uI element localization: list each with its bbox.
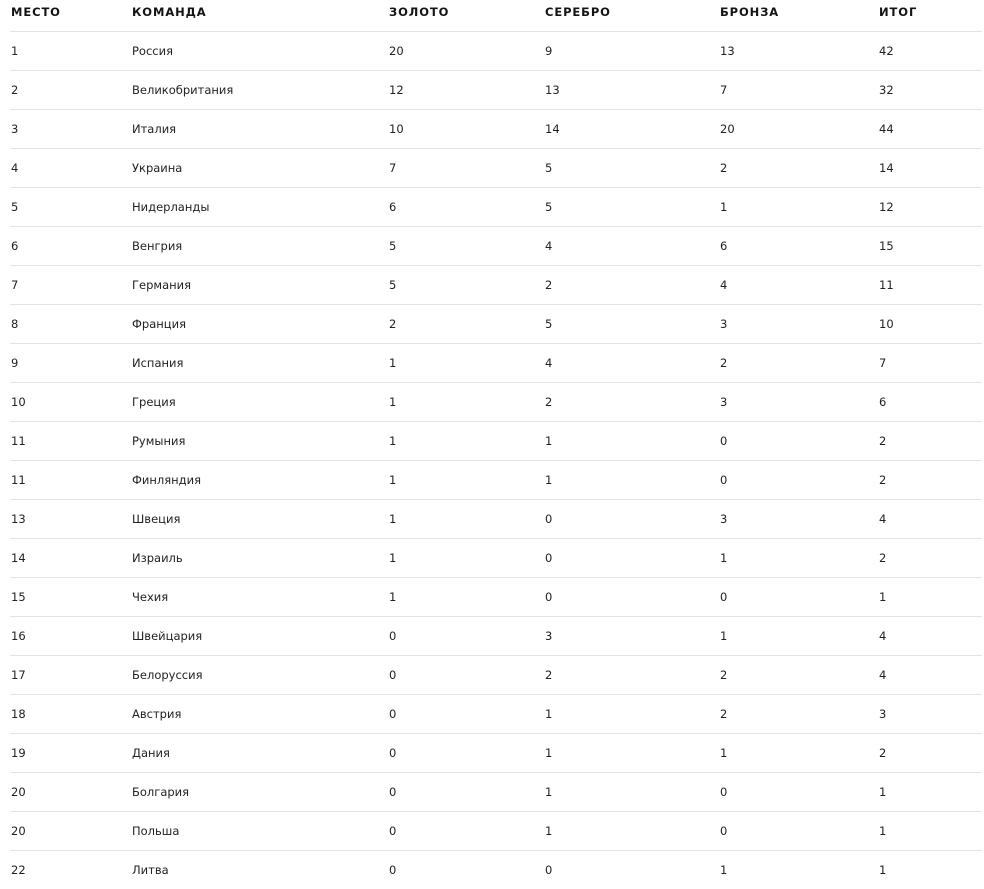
cell-silver: 4 <box>544 226 719 265</box>
cell-place: 1 <box>10 31 131 70</box>
cell-gold: 0 <box>389 862 397 877</box>
cell-team: Болгария <box>131 772 388 811</box>
cell-gold: 6 <box>388 187 544 226</box>
cell-total: 1 <box>878 811 982 850</box>
cell-bronze: 13 <box>719 31 878 70</box>
cell-place: 11 <box>10 460 131 499</box>
cell-team: Белоруссия <box>131 655 388 694</box>
cell-team: Швейцария <box>131 616 388 655</box>
cell-bronze: 1 <box>719 538 878 577</box>
table-row <box>10 538 982 577</box>
cell-silver: 5 <box>544 187 719 226</box>
cell-total: 7 <box>878 343 982 382</box>
cell-team: Литва <box>132 862 169 877</box>
cell-gold: 0 <box>388 772 544 811</box>
cell-total: 4 <box>878 655 982 694</box>
cell-total: 14 <box>878 148 982 187</box>
cell-gold: 0 <box>388 733 544 772</box>
cell-team: Нидерланды <box>131 187 388 226</box>
cell-place: 5 <box>10 187 131 226</box>
cell-team: Финляндия <box>131 460 388 499</box>
cell-silver: 4 <box>544 343 719 382</box>
cell-silver: 0 <box>544 577 719 616</box>
table-row <box>10 70 982 109</box>
table-row <box>10 460 982 499</box>
cell-total: 4 <box>878 616 982 655</box>
cell-silver: 1 <box>544 772 719 811</box>
cell-bronze: 1 <box>719 733 878 772</box>
cell-total: 32 <box>878 70 982 109</box>
cell-bronze: 0 <box>719 577 878 616</box>
cell-gold: 0 <box>388 811 544 850</box>
cell-team: Австрия <box>131 694 388 733</box>
cell-bronze: 2 <box>719 694 878 733</box>
cell-place: 20 <box>10 772 131 811</box>
cell-bronze: 20 <box>719 109 878 148</box>
cell-gold: 7 <box>388 148 544 187</box>
cell-bronze: 2 <box>719 343 878 382</box>
table-row <box>10 499 982 538</box>
cell-silver: 0 <box>544 499 719 538</box>
cell-place: 9 <box>10 343 131 382</box>
header-silver: СЕРЕБРО <box>544 0 719 31</box>
cell-gold: 1 <box>388 343 544 382</box>
cell-gold: 20 <box>388 31 544 70</box>
table-body <box>10 31 982 889</box>
cell-total: 2 <box>878 460 982 499</box>
cell-bronze: 0 <box>719 421 878 460</box>
cell-total: 6 <box>878 382 982 421</box>
cell-bronze: 6 <box>719 226 878 265</box>
cell-total: 3 <box>878 694 982 733</box>
cell-team: Франция <box>131 304 388 343</box>
cell-gold: 5 <box>388 226 544 265</box>
cell-team: Румыния <box>131 421 388 460</box>
cell-place: 3 <box>10 109 131 148</box>
medal-table <box>10 0 982 889</box>
header-bronze: БРОНЗА <box>719 0 878 31</box>
cell-place: 14 <box>10 538 131 577</box>
cell-bronze: 1 <box>719 187 878 226</box>
cell-silver: 0 <box>545 862 553 877</box>
cell-gold: 10 <box>388 109 544 148</box>
cell-gold: 12 <box>388 70 544 109</box>
cell-team: Греция <box>131 382 388 421</box>
cell-total: 1 <box>879 862 887 877</box>
cell-place: 17 <box>10 655 131 694</box>
cell-bronze: 4 <box>719 265 878 304</box>
table-row <box>10 31 982 70</box>
cell-team: Испания <box>131 343 388 382</box>
table-row <box>10 187 982 226</box>
cell-place: 6 <box>10 226 131 265</box>
cell-gold: 1 <box>388 382 544 421</box>
cell-silver: 1 <box>544 733 719 772</box>
cell-silver: 13 <box>544 70 719 109</box>
cell-total: 42 <box>878 31 982 70</box>
table-row <box>10 148 982 187</box>
table-row <box>10 226 982 265</box>
table-row <box>10 655 982 694</box>
cell-silver: 0 <box>544 538 719 577</box>
cell-place: 7 <box>10 265 131 304</box>
cell-gold: 5 <box>388 265 544 304</box>
cell-place: 11 <box>10 421 131 460</box>
cell-team: Италия <box>131 109 388 148</box>
cell-team: Германия <box>131 265 388 304</box>
cell-place: 13 <box>10 499 131 538</box>
cell-silver: 1 <box>544 421 719 460</box>
cell-total: 44 <box>878 109 982 148</box>
cell-total: 11 <box>878 265 982 304</box>
header-team: КОМАНДА <box>131 0 388 31</box>
cell-team: Польша <box>131 811 388 850</box>
cell-silver: 2 <box>544 382 719 421</box>
cell-total: 2 <box>878 538 982 577</box>
cell-place: 15 <box>10 577 131 616</box>
cell-silver: 2 <box>544 265 719 304</box>
cell-silver: 1 <box>544 811 719 850</box>
cell-gold: 0 <box>388 616 544 655</box>
cell-bronze: 2 <box>719 148 878 187</box>
cell-total: 1 <box>878 772 982 811</box>
table-row <box>10 109 982 148</box>
cell-total: 15 <box>878 226 982 265</box>
cell-team: Швеция <box>131 499 388 538</box>
table-row <box>10 616 982 655</box>
cell-place: 22 <box>11 862 26 877</box>
table-row <box>10 850 982 889</box>
cell-gold: 1 <box>388 538 544 577</box>
table-row <box>10 694 982 733</box>
cell-silver: 1 <box>544 460 719 499</box>
table-row <box>10 733 982 772</box>
cell-team: Венгрия <box>131 226 388 265</box>
cell-team: Великобритания <box>131 70 388 109</box>
table-row <box>10 343 982 382</box>
cell-bronze: 1 <box>720 862 728 877</box>
cell-total: 12 <box>878 187 982 226</box>
cell-gold: 0 <box>388 694 544 733</box>
cell-bronze: 7 <box>719 70 878 109</box>
table-row <box>10 577 982 616</box>
cell-gold: 0 <box>388 655 544 694</box>
cell-team: Израиль <box>131 538 388 577</box>
cell-place: 18 <box>10 694 131 733</box>
cell-silver: 3 <box>544 616 719 655</box>
cell-bronze: 2 <box>719 655 878 694</box>
cell-gold: 1 <box>388 499 544 538</box>
table-row <box>10 772 982 811</box>
cell-total: 10 <box>878 304 982 343</box>
cell-total: 2 <box>878 733 982 772</box>
table-row <box>10 265 982 304</box>
cell-team: Чехия <box>131 577 388 616</box>
cell-bronze: 3 <box>719 382 878 421</box>
cell-place: 8 <box>10 304 131 343</box>
cell-bronze: 0 <box>719 772 878 811</box>
cell-place: 16 <box>10 616 131 655</box>
cell-place: 4 <box>10 148 131 187</box>
cell-bronze: 1 <box>719 616 878 655</box>
cell-gold: 1 <box>388 421 544 460</box>
cell-place: 2 <box>10 70 131 109</box>
cell-silver: 5 <box>544 148 719 187</box>
cell-silver: 1 <box>544 694 719 733</box>
cell-bronze: 3 <box>719 304 878 343</box>
cell-total: 4 <box>878 499 982 538</box>
cell-place: 10 <box>10 382 131 421</box>
table-row <box>10 811 982 850</box>
header-gold: ЗОЛОТО <box>388 0 544 31</box>
header-total: ИТОГ <box>878 0 982 31</box>
cell-gold: 1 <box>388 460 544 499</box>
header-row <box>10 0 982 31</box>
cell-team: Россия <box>131 31 388 70</box>
cell-gold: 2 <box>388 304 544 343</box>
cell-bronze: 3 <box>719 499 878 538</box>
cell-bronze: 0 <box>719 460 878 499</box>
cell-total: 1 <box>878 577 982 616</box>
cell-silver: 2 <box>544 655 719 694</box>
cell-team: Украина <box>131 148 388 187</box>
cell-place: 19 <box>10 733 131 772</box>
cell-silver: 5 <box>544 304 719 343</box>
cell-total: 2 <box>878 421 982 460</box>
cell-silver: 14 <box>544 109 719 148</box>
table-header <box>10 0 982 31</box>
cell-silver: 9 <box>544 31 719 70</box>
table-row <box>10 421 982 460</box>
cell-place: 20 <box>10 811 131 850</box>
cell-team: Дания <box>131 733 388 772</box>
header-place: МЕСТО <box>10 0 131 31</box>
table-row <box>10 382 982 421</box>
table-row <box>10 304 982 343</box>
cell-gold: 1 <box>388 577 544 616</box>
cell-bronze: 0 <box>719 811 878 850</box>
